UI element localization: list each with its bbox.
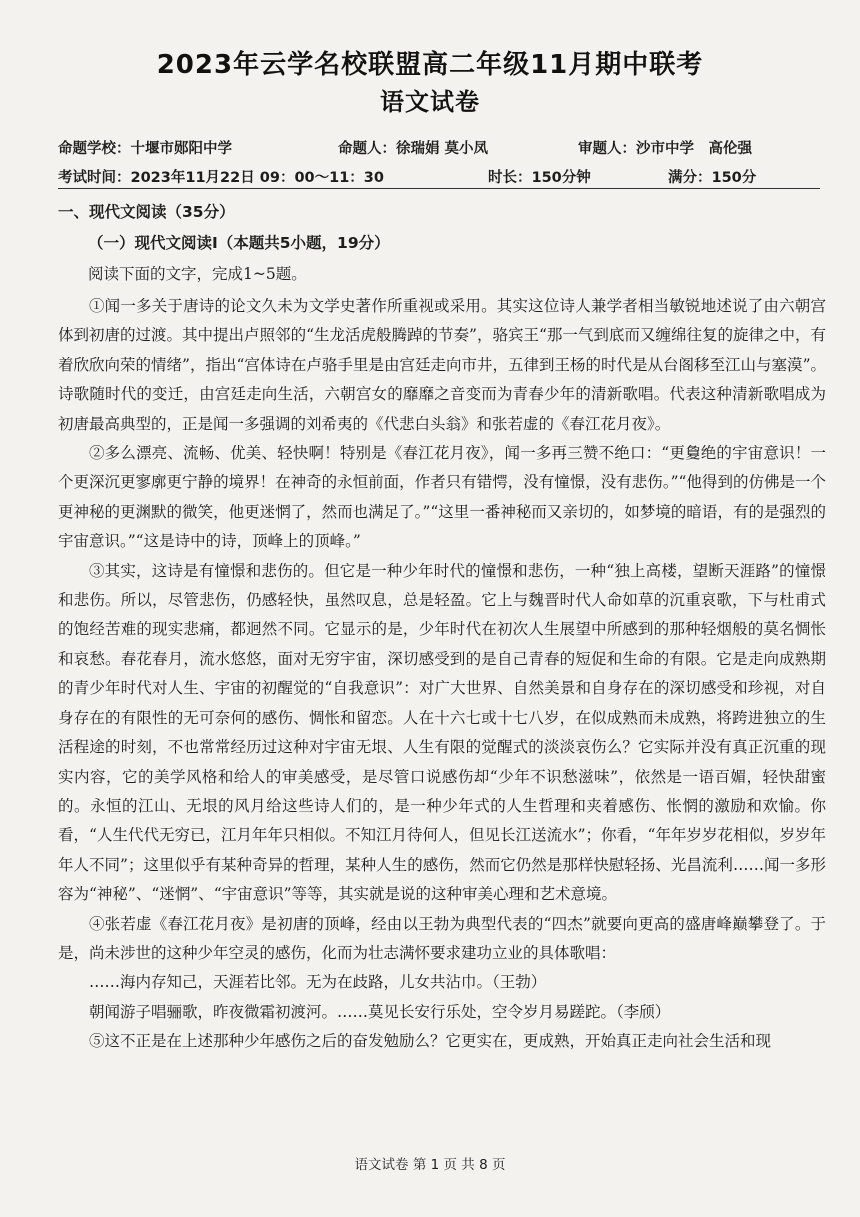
exam-subtitle: 语文试卷 xyxy=(380,88,480,116)
reading-passage xyxy=(58,292,826,1057)
instruction: 阅读下面的文字，完成1~5题。 xyxy=(88,265,307,283)
poem-line-1: ……海内存知己，天涯若比邻。无为在歧路，儿女共沾巾。（王勃） xyxy=(89,973,547,992)
subsection-heading: （一）现代文阅读Ⅰ（本题共5小题，19分） xyxy=(88,234,390,252)
reviewer-label: 审题人：沙市中学 高伦强 xyxy=(578,141,752,157)
paragraph-3: ③其实，这诗是有憧憬和悲伤的。但它是一种少年时代的憧憬和悲伤，一种“独上高楼，望断天涯路”的憧憬和悲伤。所以，尽管悲伤，仍感轻快，虽然叹息，总是轻盈。它上与魏晋时代人命如草的沉重哀歌，下与杜甫式的饱经苦难的现实悲痛，都迥然不同。它显示的是，少年时代在初次人生展望中所感到的那种轻烟般的莫名惆怅和哀愁。春花春月，流水悠悠，面对无穷宇宙，深切感受到的是自己青春的短促和生命的有限。它是走向成熟期的青少年时代对人生、宇宙的初醒觉的“自我意识”：对广大世界、自然美景和自身存在的深切感受和珍视，对自身存在的有限性的无可奈何的感伤、惆怅和留恋。人在十六七或十七八岁，在似成熟而未成熟，将跨进独立的生活程途的时刻，不也常常经历过这种对宇宙无垠、人生有限的觉醒式的淡淡哀伤么？它实际并没有真正沉重的现实内容，它的美学风格和给人的审美感受，是尽管口说感伤却“少年不识愁滋味”，依然是一语百媚，轻快甜蜜的。永恒的江山、无垠的风月给这些诗人们的，是一种少年式的人生哲理和夹着感伤、怅惘的激励和欢愉。你看，“人生代代无穷已，江月年年只相似。不知江月待何人，但见长江送流水”；你看，“年年岁岁花相似，岁岁年年人不同”；这里似乎有某种奇异的哲理，某种人生的感伤，然而它仍然是那样快慰轻扬、光昌流利……闻一多形容为“神秘”、“迷惘”、“宇宙意识”等等，其实就是说的这种审美心理和艺术意境。 xyxy=(58,561,826,904)
setter-label: 命题人：徐瑞娟 莫小凤 xyxy=(338,141,489,157)
paragraph-5: ⑤这不正是在上述那种少年感伤之后的奋发勉励么？它更实在，更成熟，开始真正走向社会生活和现 xyxy=(89,1032,772,1051)
section-heading: 一、现代文阅读（35分） xyxy=(58,203,235,221)
header-divider xyxy=(58,188,820,189)
exam-title: 2023年云学名校联盟高二年级11月期中联考 xyxy=(156,50,704,80)
full-score-label: 满分：150分 xyxy=(668,170,757,186)
poem-line-2: 朝闻游子唱骊歌，昨夜微霜初渡河。……莫见长安行乐处，空令岁月易蹉跎。（李颀） xyxy=(89,1002,671,1021)
duration-label: 时长：150分钟 xyxy=(488,170,591,186)
paragraph-1: ①闻一多关于唐诗的论文久未为文学史著作所重视或采用。其实这位诗人兼学者相当敏锐地述说了由六朝宫体到初唐的过渡。其中提出卢照邻的“生龙活虎般腾踔的节奏”，骆宾王“那一气到底而又缠绵往复的旋律之中，有着欣欣向荣的情绪”，指出“宫体诗在卢骆手里是由宫廷走向市井，五律到王杨的时代是从台阁移至江山与塞漠”。诗歌随时代的变迁，由宫廷走向生活，六朝宫女的靡靡之音变而为青春少年的清新歌唱。代表这种清新歌唱成为初唐最高典型的，正是闻一多强调的刘希夷的《代悲白头翁》和张若虚的《春江花月夜》。 xyxy=(58,297,826,433)
page-footer: 语文试卷 第 1 页 共 8 页 xyxy=(354,1157,506,1173)
paragraph-2: ②多么漂亮、流畅、优美、轻快啊！特别是《春江花月夜》，闻一多再三赞不绝口：“更敻绝的宇宙意识！一个更深沉更寥廓更宁静的境界！在神奇的永恒前面，作者只有错愕，没有憧憬，没有悲伤。”“他得到的仿佛是一个更神秘的更渊默的微笑，他更迷惘了，然而也满足了。”“这里一番神秘而又亲切的，如梦境的暗语，有的是强烈的宇宙意识。”“这是诗中的诗，顶峰上的顶峰。” xyxy=(58,444,826,551)
exam-time-label: 考试时间：2023年11月22日 09：00～11：30 xyxy=(58,170,384,186)
paragraph-4: ④张若虚《春江花月夜》是初唐的顶峰，经由以王勃为典型代表的“四杰”就要向更高的盛唐峰巅攀登了。于是，尚未涉世的这种少年空灵的感伤，化而为壮志满怀要求建功立业的具体歌唱： xyxy=(58,914,826,962)
school-label: 命题学校：十堰市郧阳中学 xyxy=(58,141,232,157)
